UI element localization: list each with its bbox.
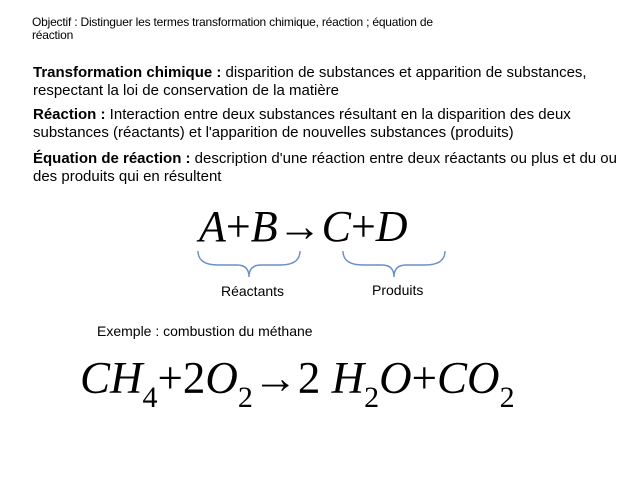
reaction-arrow: →	[277, 202, 322, 251]
coefficient: 2	[182, 353, 206, 403]
definition-term: Équation de réaction :	[33, 150, 191, 167]
definition-text: Interaction entre deux substances résultant en la disparition des deux substances (réactants) et l'apparition de nouvelles substances (produits)	[33, 106, 571, 141]
definition-transformation	[33, 64, 618, 100]
reactants-brace-icon	[196, 249, 302, 281]
coefficient: 2	[297, 353, 321, 403]
plus-sign: +	[157, 353, 183, 403]
product-c: C	[321, 202, 351, 251]
definition-term: Réaction :	[33, 106, 106, 123]
product-co2: CO	[437, 353, 500, 403]
definition-equation	[33, 150, 618, 186]
product-water-h: H	[331, 353, 365, 403]
definition-term: Transformation chimique :	[33, 64, 222, 81]
products-label: Produits	[372, 282, 424, 298]
plus-sign: +	[350, 202, 376, 251]
definition-text: description d'une réaction entre deux réactants ou plus et du ou des produits qui en résultent	[33, 150, 617, 185]
subscript: 2	[237, 381, 253, 414]
methane-combustion-equation	[80, 348, 515, 414]
subscript: 2	[499, 381, 515, 414]
plus-sign: +	[225, 202, 251, 251]
products-brace-icon	[341, 249, 447, 281]
objective-text: Objectif : Distinguer les termes transformation chimique, réaction ; équation de réaction	[32, 15, 433, 42]
reactant-a: A	[199, 202, 226, 251]
reactant-methane: CH	[80, 353, 143, 403]
product-water-o: O	[379, 353, 412, 403]
example-label: Exemple : combustion du méthane	[97, 323, 313, 339]
reactant-b: B	[250, 202, 278, 251]
reactants-label: Réactants	[221, 283, 285, 299]
general-equation	[199, 201, 408, 253]
reactant-oxygen: O	[205, 353, 238, 403]
subscript: 4	[142, 381, 158, 414]
plus-sign: +	[411, 353, 438, 403]
reaction-arrow: →	[252, 353, 298, 403]
product-d: D	[375, 202, 408, 251]
subscript: 2	[364, 381, 380, 414]
definition-text: disparition de substances et apparition de substances, respectant la loi de conservation de la matière	[33, 64, 587, 99]
definition-reaction	[33, 106, 618, 142]
